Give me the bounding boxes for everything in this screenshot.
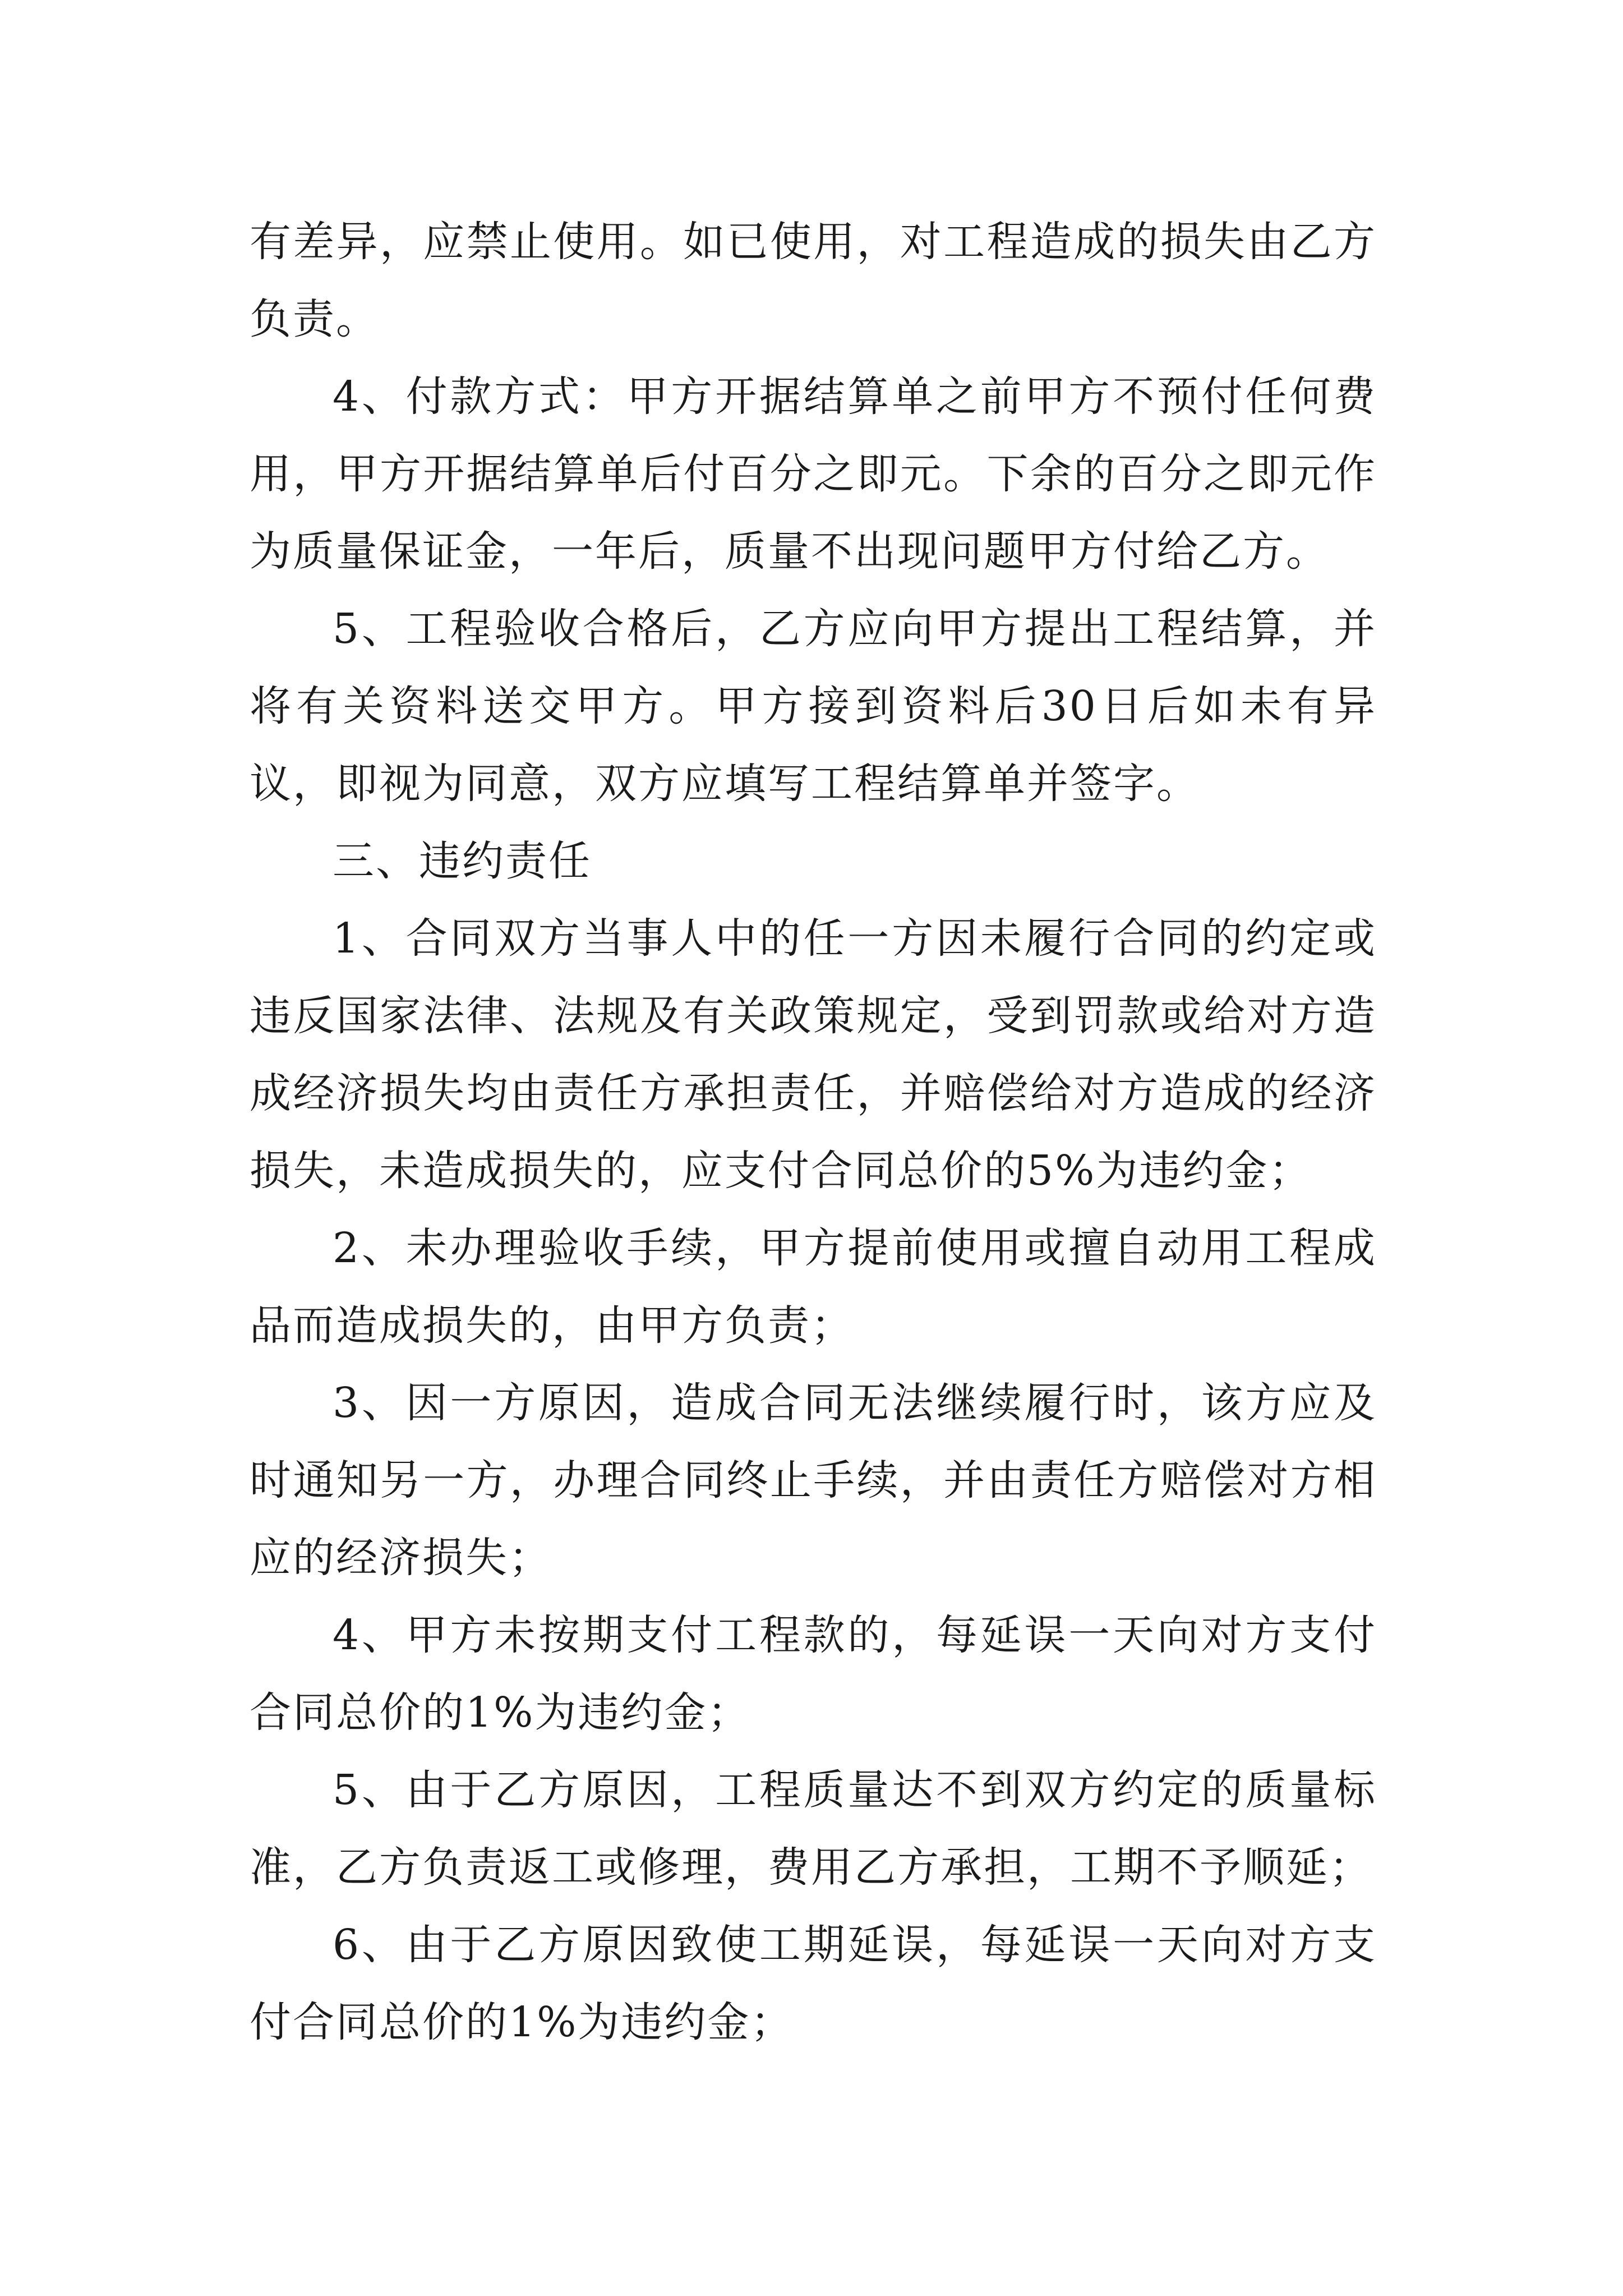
paragraph-breach-6: 6、由于乙方原因致使工期延误，每延误一天向对方支付合同总价的1%为违约金；: [250, 1921, 1377, 2046]
paragraph-continuation: 有差异，应禁止使用。如已使用，对工程造成的损失由乙方负责。: [250, 218, 1377, 343]
paragraph-breach-4: 4、甲方未按期支付工程款的，每延误一天向对方支付合同总价的1%为违约金；: [250, 1611, 1377, 1737]
paragraph-breach-1: 1、合同双方当事人中的任一方因未履行合同的约定或违反国家法律、法规及有关政策规定，受到罚款或给对方造成经济损失均由责任方承担责任，并赔偿给对方造成的经济损失，未造成损失的，应支付合同总价的5%为违约金；: [250, 914, 1377, 1195]
section-heading-breach: 三、违约责任: [333, 837, 592, 885]
paragraph-breach-5: 5、由于乙方原因，工程质量达不到双方约定的质量标准，乙方负责返工或修理，费用乙方承担，工期不予顺延；: [250, 1766, 1377, 1892]
paragraph-breach-3: 3、因一方原因，造成合同无法继续履行时，该方应及时通知另一方，办理合同终止手续，并由责任方赔偿对方相应的经济损失；: [250, 1379, 1377, 1582]
paragraph-breach-2: 2、未办理验收手续，甲方提前使用或擅自动用工程成品而造成损失的，由甲方负责；: [250, 1224, 1377, 1350]
document-body: [250, 203, 1377, 2061]
paragraph-payment-method: 4、付款方式：甲方开据结算单之前甲方不预付任何费用，甲方开据结算单后付百分之即元。下余的百分之即元作为质量保证金，一年后，质量不出现问题甲方付给乙方。: [250, 372, 1377, 576]
paragraph-acceptance-settlement: 5、工程验收合格后，乙方应向甲方提出工程结算，并将有关资料送交甲方。甲方接到资料后30日后如未有异议，即视为同意，双方应填写工程结算单并签字。: [250, 605, 1377, 808]
